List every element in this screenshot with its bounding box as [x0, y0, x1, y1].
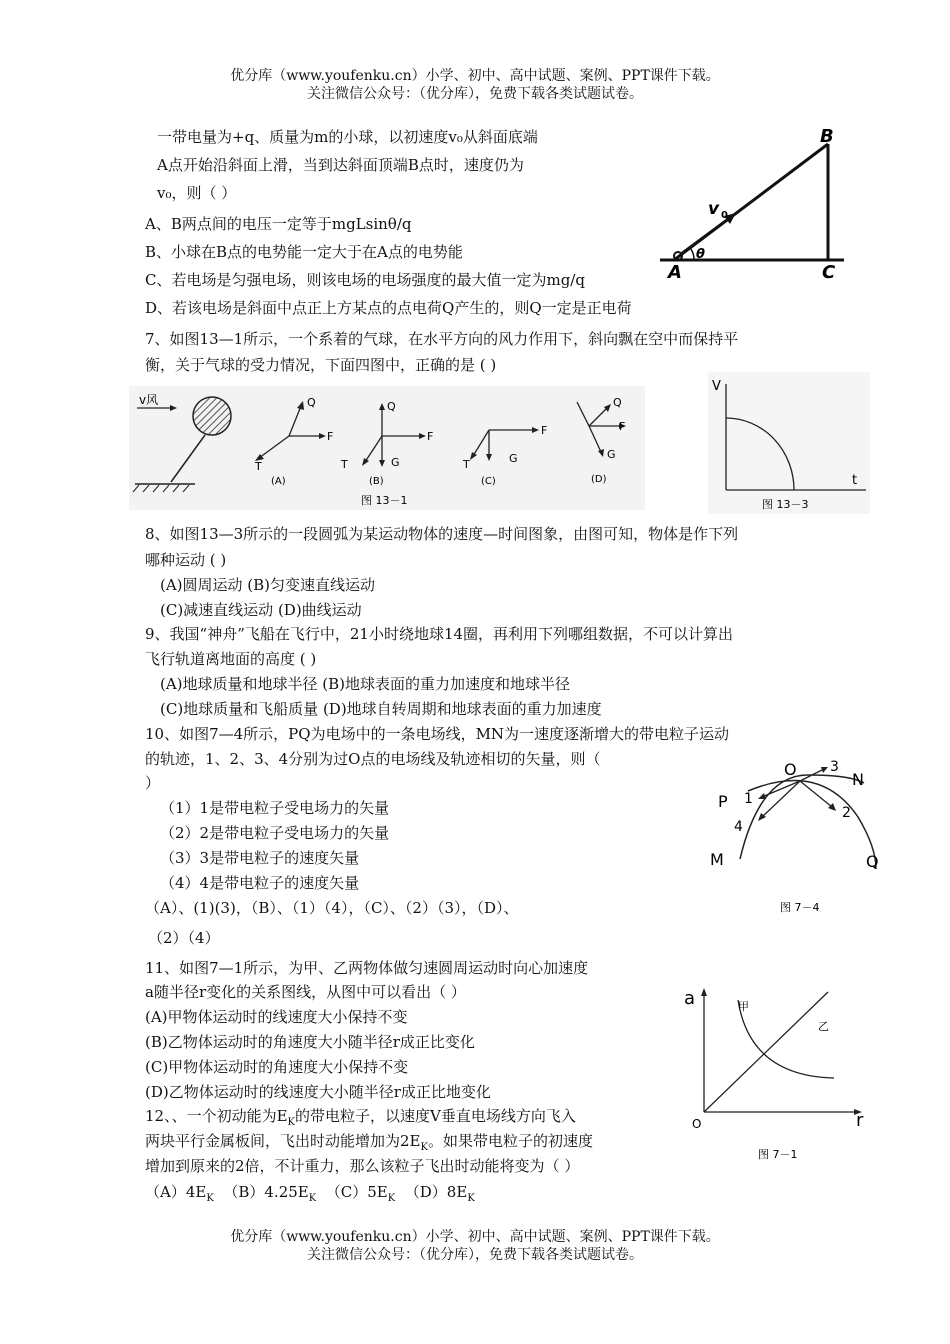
q8-stem-2: 哪种运动 ( ) — [145, 551, 227, 569]
q10-choices-2: （2）（4） — [148, 929, 220, 947]
label-jia: 甲 — [738, 1000, 749, 1013]
q12-option-a: （A）4E — [145, 1183, 207, 1201]
label-q: Q — [307, 396, 316, 409]
q12-stem-3: 增加到原来的2倍，不计重力，那么该粒子飞出时动能将变为（ ） — [145, 1157, 580, 1175]
q7-stem-2: 衡，关于气球的受力情况，下面四图中，正确的是 ( ) — [145, 356, 497, 374]
wind-label: v风 — [139, 393, 159, 407]
q12-stem-2-a: 两块平行金属板间，飞出时动能增加为2E — [145, 1132, 421, 1150]
label-f: F — [619, 420, 626, 433]
q12-option-b-sub: K — [308, 1193, 317, 1204]
label-2: 2 — [842, 805, 851, 821]
q12-stem-1 — [145, 1106, 576, 1133]
label-q: Q — [866, 852, 879, 871]
label-o: O — [692, 1117, 702, 1131]
vector-4 — [762, 781, 800, 817]
q10-statement-3: （3）3是带电粒子的速度矢量 — [160, 849, 360, 867]
q12-option-d-sub: K — [467, 1193, 475, 1204]
q11-option-d: (D)乙物体运动时的线速度大小随半径r成正比地变化 — [145, 1083, 491, 1101]
vector-3-head — [821, 767, 828, 773]
incline-figure — [652, 118, 852, 288]
q6-option-a: A、B两点间的电压一定等于mgLsinθ/q — [145, 215, 412, 233]
q11-option-b: (B)乙物体运动时的角速度大小随半径r成正比变化 — [145, 1033, 475, 1051]
q11-option-a: (A)甲物体运动时的线速度大小保持不变 — [145, 1008, 408, 1026]
q11-stem-1: 11、如图7—1所示，为甲、乙两物体做匀速圆周运动时向心加速度 — [145, 959, 589, 977]
q10-stem-3: ） — [145, 774, 161, 792]
label-r: r — [856, 1110, 864, 1131]
label-v: v — [708, 199, 720, 219]
acceleration-radius-graph — [678, 980, 878, 1166]
diagram-b-label: (B) — [369, 476, 384, 487]
vector-2 — [800, 781, 832, 807]
q12-option-d: （D）8E — [404, 1183, 468, 1201]
q9-options-1: (A)地球质量和地球半径 (B)地球表面的重力加速度和地球半径 — [160, 675, 571, 693]
label-b: B — [820, 126, 834, 147]
label-t: T — [341, 458, 348, 471]
label-3: 3 — [830, 759, 839, 775]
label-m: M — [710, 850, 724, 869]
q6-stem-2: A点开始沿斜面上滑，当到达斜面顶端B点时，速度仍为 — [157, 156, 524, 174]
q6-stem-3: v₀，则（ ） — [157, 184, 237, 202]
q6-option-b: B、小球在B点的电势能一定大于在A点的电势能 — [145, 243, 463, 261]
footer-line-2: 关注微信公众号：（优分库），免费下载各类试题试卷。 — [307, 1247, 643, 1263]
label-o: O — [784, 760, 797, 779]
q7-stem-1: 7、如图13—1所示，一个系着的气球，在水平方向的风力作用下，斜向飘在空中而保持平 — [145, 330, 739, 348]
q6-option-c: C、若电场是匀强电场，则该电场的电场强度的最大值一定为mg/q — [145, 271, 585, 289]
footer-line-1: 优分库（www.youfenku.cn）小学、初中、高中试题、案例、PPT课件下载。 — [230, 1229, 720, 1245]
q10-stem-2: 的轨迹，1、2、3、4分别为过O点的电场线及轨迹相切的矢量，则（ — [145, 750, 601, 768]
figure-background — [708, 372, 870, 514]
q12-stem-2 — [145, 1131, 593, 1158]
label-theta: θ — [696, 247, 705, 262]
label-f: F — [327, 430, 334, 443]
q6-option-d: D、若该电场是斜面中点正上方某点的点电荷Q产生的，则Q一定是正电荷 — [145, 299, 632, 317]
q12-option-c-sub: K — [387, 1193, 396, 1204]
label-g: G — [391, 456, 400, 469]
q11-option-c: (C)甲物体运动时的角速度大小保持不变 — [145, 1058, 409, 1076]
label-v: V — [712, 379, 721, 394]
diagram-c-label: (C) — [481, 476, 496, 487]
diagram-a-label: (A) — [271, 476, 286, 487]
curve-jia — [738, 1000, 834, 1078]
header-line-2: 关注微信公众号：（优分库），免费下载各类试题试卷。 — [307, 86, 643, 102]
balloon-force-figure — [129, 386, 645, 510]
q12-option-c: （C）5E — [325, 1183, 388, 1201]
q9-options-2: (C)地球质量和飞船质量 (D)地球自转周期和地球表面的重力加速度 — [160, 700, 602, 718]
label-q: Q — [387, 400, 396, 413]
q10-statement-1: （1）1是带电粒子受电场力的矢量 — [160, 799, 390, 817]
diagram-d-label: (D) — [591, 474, 607, 485]
label-v-sub: 0 — [721, 210, 728, 221]
label-yi: 乙 — [818, 1020, 829, 1033]
figure-caption: 图 7－4 — [780, 901, 820, 914]
q10-stem-1: 10、如图7—4所示，PQ为电场中的一条电场线，MN为一速度逐渐增大的带电粒子运动 — [145, 725, 730, 743]
label-g: G — [607, 448, 616, 461]
q12-stem-2-sub: K — [420, 1142, 428, 1153]
label-a: a — [684, 988, 696, 1009]
label-p: P — [718, 792, 728, 811]
label-t: t — [852, 473, 858, 488]
q12-stem-1-a: 12、、一个初动能为E — [145, 1107, 288, 1125]
balloon — [193, 397, 231, 435]
q12-option-b: （B）4.25E — [223, 1183, 309, 1201]
q12-stem-1-c: 的带电粒子，以速度V垂直电场线方向飞入 — [295, 1107, 576, 1125]
q8-options-1: (A)圆周运动 (B)匀变速直线运动 — [160, 576, 376, 594]
q10-choices-1: （A）、(1)(3)，（B）、（1）（4），（C）、（2）（3），（D）、 — [145, 899, 519, 917]
header-line-1: 优分库（www.youfenku.cn）小学、初中、高中试题、案例、PPT课件下载。 — [230, 68, 720, 84]
label-n: N — [852, 770, 864, 789]
q12-options — [145, 1182, 475, 1209]
q12-stem-2-c: 。如果带电粒子的初速度 — [427, 1132, 593, 1150]
figure-caption: 图 7－1 — [758, 1148, 798, 1161]
label-f: F — [427, 430, 434, 443]
q11-stem-2: a随半径r变化的关系图线，从图中可以看出（ ） — [145, 983, 466, 1001]
q9-stem-1: 9、我国“神舟”飞船在飞行中，21小时绕地球14圈，再利用下列哪组数据，不可以计算出 — [145, 625, 734, 643]
label-g: G — [509, 452, 518, 465]
label-f: F — [541, 424, 548, 437]
label-1: 1 — [744, 791, 753, 807]
label-t: T — [463, 458, 470, 471]
theta-arc — [691, 249, 694, 260]
label-t: T — [255, 460, 262, 473]
q10-statement-2: （2）2是带电粒子受电场力的矢量 — [160, 824, 390, 842]
velocity-arrow — [682, 216, 732, 253]
q10-statement-4: （4）4是带电粒子的速度矢量 — [160, 874, 360, 892]
vector-1-head — [758, 793, 766, 799]
label-4: 4 — [734, 819, 743, 835]
figure-caption: 图 13－3 — [762, 498, 809, 511]
field-line-figure — [700, 755, 900, 923]
line-yi — [704, 992, 828, 1112]
vt-graph-figure — [708, 372, 870, 514]
q6-stem-1: 一带电量为+q、质量为m的小球，以初速度v₀从斜面底端 — [157, 128, 538, 146]
label-q: Q — [613, 396, 622, 409]
label-a: A — [668, 262, 682, 283]
label-c: C — [822, 262, 836, 283]
a-axis-arrow — [701, 988, 707, 996]
figure-caption: 图 13－1 — [361, 494, 408, 507]
q8-options-2: (C)减速直线运动 (D)曲线运动 — [160, 601, 362, 619]
q12-stem-1-sub: K — [287, 1117, 296, 1128]
q9-stem-2: 飞行轨道离地面的高度 ( ) — [145, 650, 317, 668]
field-line-pq — [748, 781, 876, 869]
q8-stem-1: 8、如图13—3所示的一段圆弧为某运动物体的速度—时间图象，由图可知，物体是作下列 — [145, 525, 739, 543]
q12-option-a-sub: K — [206, 1193, 214, 1204]
